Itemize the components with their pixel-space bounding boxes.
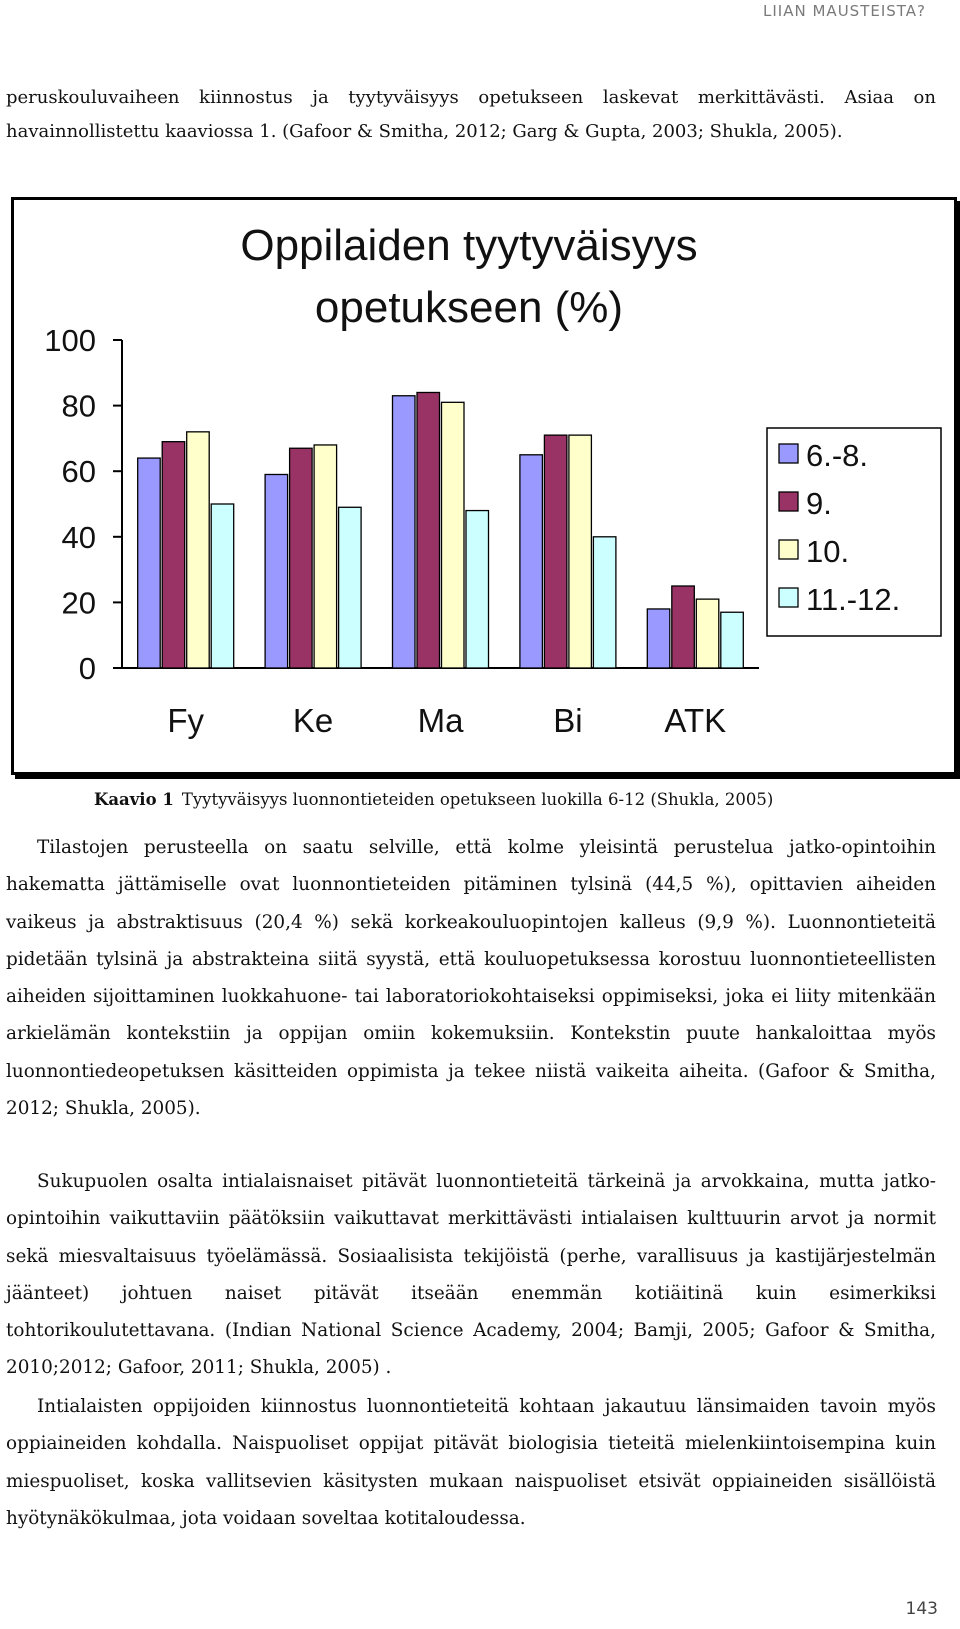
bar xyxy=(569,435,592,668)
bar xyxy=(211,504,234,668)
x-category-label: Fy xyxy=(167,702,205,739)
legend-label: 9. xyxy=(806,486,832,521)
legend-swatch xyxy=(779,540,798,559)
bar xyxy=(138,458,161,668)
bar xyxy=(544,435,567,668)
x-category-label: Ma xyxy=(417,702,464,739)
bar xyxy=(187,432,210,668)
x-category-label: Bi xyxy=(553,702,583,739)
chart-title-line-2: opetukseen (%) xyxy=(314,283,624,332)
legend-swatch xyxy=(779,492,798,511)
bar xyxy=(520,455,543,668)
bars xyxy=(138,392,744,668)
caption-label: Kaavio 1 xyxy=(94,790,174,809)
bar xyxy=(721,612,744,668)
y-tick-label: 80 xyxy=(61,388,96,424)
body-paragraph-1: Tilastojen perusteella on saatu selville, että kolme yleisintä perustelua jatko-opintoihin hakematta jättämiselle ovat luonnontieteiden pitäminen tylsinä (44,5 %), opittavien aiheiden vaikeus ja abstraktisuus (20,4 %) sekä korkeakouluopintojen kalleus (9,9 %). Luonnontieteitä pidetään tylsinä ja abstrakteina siitä syystä, että kouluopetuksessa korostuu luonnontieteellisten aiheiden sijoittaminen luokkahuone- tai laboratoriokohtaiseksi oppimiseksi, joka ei liity mitenkään arkielämän kontekstiin ja oppijan omiin kokemuksiin. Kontekstin puute hankaloittaa myös luonnontiedeopetuksen käsitteiden oppimista ja tekee niistä vaikeita aiheita. (Gafoor & Smitha, 2012; Shukla, 2005). xyxy=(6,837,936,1120)
x-category-label: ATK xyxy=(664,702,727,739)
x-category-label: Ke xyxy=(292,702,334,739)
bar xyxy=(314,445,337,668)
legend xyxy=(767,428,941,636)
y-tick-label: 0 xyxy=(78,651,96,686)
bar xyxy=(393,396,416,668)
bar xyxy=(442,402,465,668)
x-axis-labels xyxy=(167,702,726,739)
chart-title-line-1: Oppilaiden tyytyväisyys xyxy=(240,221,698,270)
bar xyxy=(672,586,695,668)
y-tick-label: 60 xyxy=(61,454,96,490)
y-tick-label: 40 xyxy=(61,519,96,555)
bar xyxy=(162,442,185,668)
figure-caption xyxy=(94,790,773,809)
y-tick-label: 100 xyxy=(44,323,96,358)
page-number: 143 xyxy=(905,1599,938,1619)
chart-frame xyxy=(11,197,957,775)
legend-swatch xyxy=(779,588,798,607)
legend-label: 10. xyxy=(806,534,850,569)
body-paragraph-3: Intialaisten oppijoiden kiinnostus luonnontieteitä kohtaan jakautuu länsimaiden tavoin myös oppiaineiden kohdalla. Naispuoliset oppijat pitävät biologisia tieteitä mielenkiintoisempina kuin miespuoliset, koska vallitsevien käsitysten mukaan naispuoliset etsivät oppiaineiden sisällöistä hyötynäkökulmaa, jota voidaan soveltaa kotitaloudessa. xyxy=(6,1396,936,1529)
bar xyxy=(417,392,440,668)
caption-text: Tyytyväisyys luonnontieteiden opetukseen luokilla 6-12 (Shukla, 2005) xyxy=(181,790,774,809)
bar xyxy=(647,609,670,668)
bar xyxy=(265,474,288,668)
running-header: LIIAN MAUSTEISTA? xyxy=(763,2,926,20)
bar xyxy=(290,448,313,668)
legend-swatch xyxy=(779,444,798,463)
satisfaction-bar-chart xyxy=(14,200,954,772)
bar xyxy=(696,599,719,668)
bar xyxy=(593,537,616,668)
intro-paragraph: peruskouluvaiheen kiinnostus ja tyytyväisyys opetukseen laskevat merkittävästi. Asiaa on havainnollistettu kaaviossa 1. (Gafoor & Smitha, 2012; Garg & Gupta, 2003; Shukla, 2005). xyxy=(6,87,936,142)
body-paragraph-2: Sukupuolen osalta intialaisnaiset pitävät luonnontieteitä tärkeinä ja arvokkaina, mutta jatko-opintoihin vaikuttaviin päätöksiin vaikuttavat merkittävästi intialaisen kulttuurin arvot ja normit sekä miesvaltaisuus työelämässä. Sosiaalisista tekijöistä (perhe, varallisuus ja kastijärjestelmän jäänteet) johtuen naiset pitävät itseään enemmän kotiäitinä kuin esimerkiksi tohtorikoulutettavana. (Indian National Science Academy, 2004; Bamji, 2005; Gafoor & Smitha, 2010;2012; Gafoor, 2011; Shukla, 2005) . xyxy=(6,1171,936,1379)
legend-label: 11.-12. xyxy=(806,582,901,617)
legend-label: 6.-8. xyxy=(806,438,869,473)
y-tick-label: 20 xyxy=(61,585,96,621)
bar xyxy=(339,507,362,668)
bar xyxy=(466,511,489,668)
